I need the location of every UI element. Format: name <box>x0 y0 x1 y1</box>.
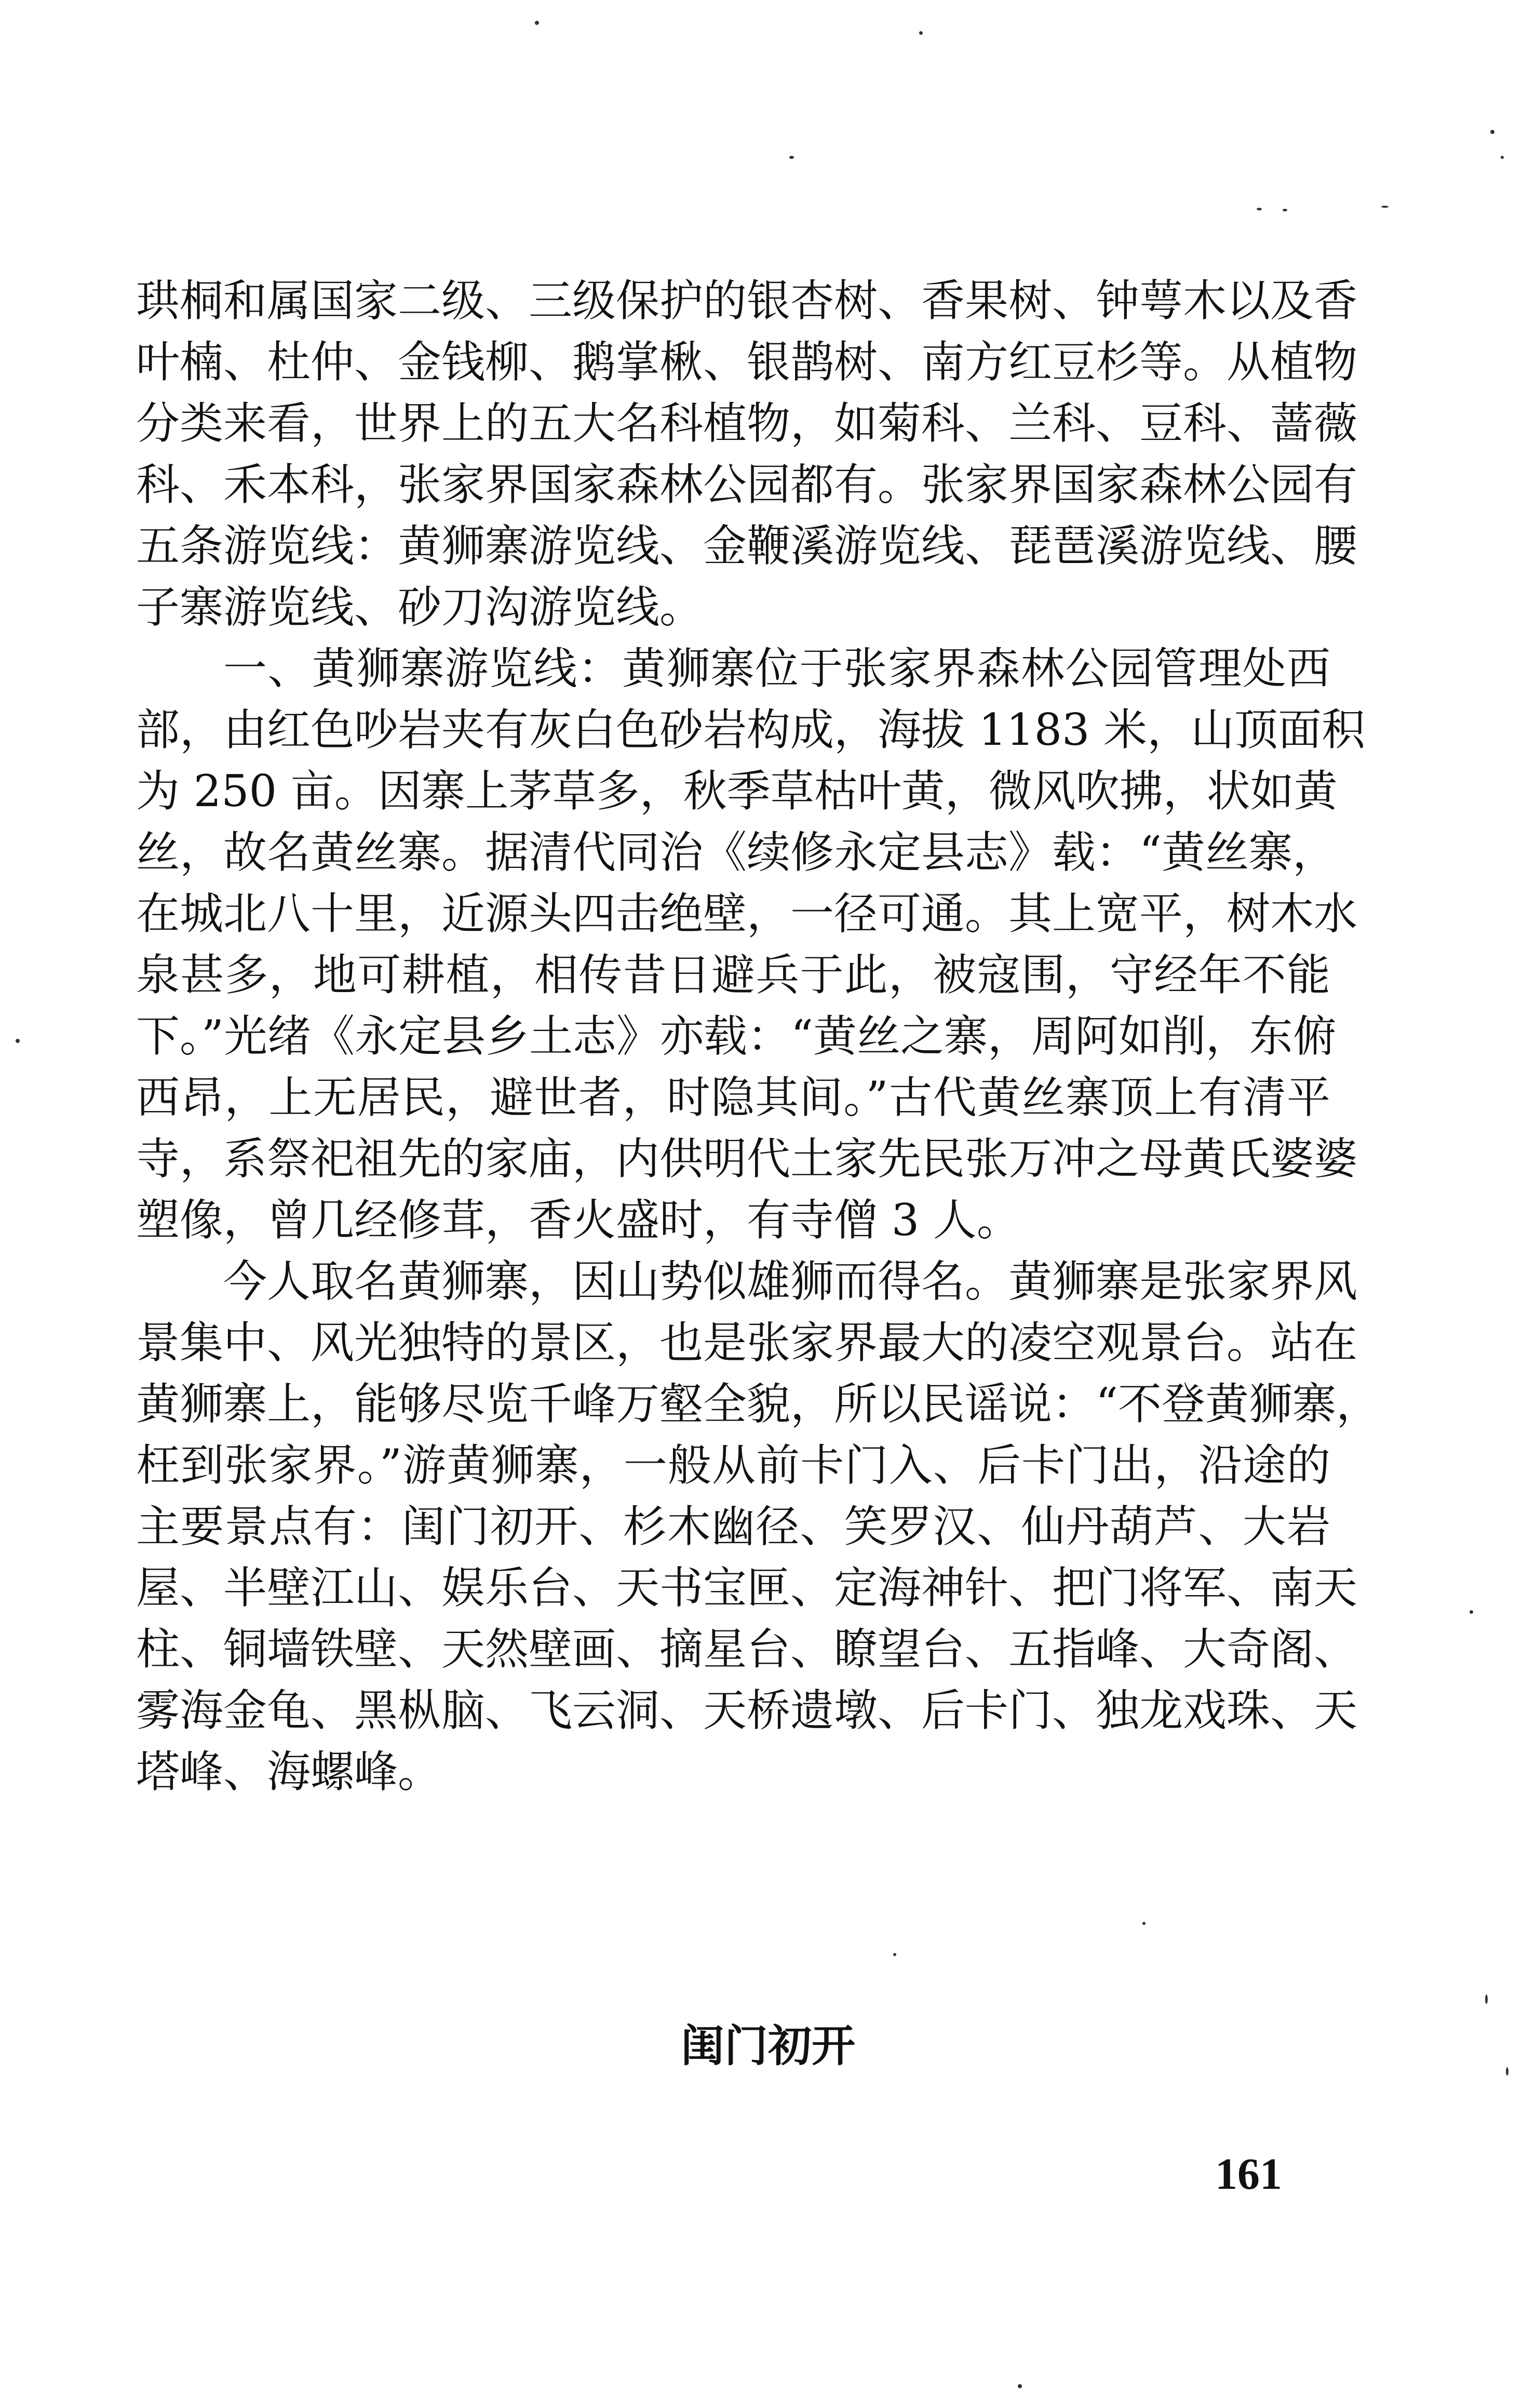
text-line: 为 250 亩。因寨上茅草多，秋季草枯叶黄，微风吹拂，状如黄 <box>136 766 1338 817</box>
text-line: 主要景点有：闺门初开、杉木幽径、笑罗汉、仙丹葫芦、大岩 <box>136 1501 1330 1552</box>
scan-speck <box>893 1953 896 1956</box>
text-line: 分类来看，世界上的五大名科植物，如菊科、兰科、豆科、蔷薇 <box>136 398 1358 449</box>
paragraph-start-line: 今人取名黄狮寨，因山势似雄狮而得名。黄狮寨是张家界风 <box>223 1256 1358 1307</box>
scan-speck <box>1470 1610 1473 1614</box>
text-line: 五条游览线：黄狮寨游览线、金鞭溪游览线、琵琶溪游览线、腰 <box>136 520 1358 571</box>
text-line: 屋、半壁江山、娱乐台、天书宝匣、定海神针、把门将军、南天 <box>136 1562 1358 1613</box>
paragraph-start-line: 一、黄狮寨游览线：黄狮寨位于张家界森林公园管理处西 <box>223 643 1330 694</box>
text-line: 黄狮寨上，能够尽览千峰万壑全貌，所以民谣说：“不登黄狮寨， <box>136 1379 1380 1429</box>
scan-speck <box>16 1039 20 1043</box>
scan-speck <box>1506 2067 1508 2076</box>
text-line: 泉甚多，地可耕植，相传昔日避兵于此，被寇围，守经年不能 <box>136 949 1330 1000</box>
body-text <box>136 270 1380 1802</box>
scan-speck <box>1490 130 1494 134</box>
text-line: 寺，系祭祀祖先的家庙，内供明代土家先民张万冲之母黄氏婆婆 <box>136 1133 1358 1184</box>
text-line: 雾海金龟、黑枞脑、飞云洞、天桥遗墩、后卡门、独龙戏珠、天 <box>136 1685 1358 1736</box>
text-line: 科、禾本科，张家界国家森林公园都有。张家界国家森林公园有 <box>136 459 1358 510</box>
text-line: 枉到张家界。”游黄狮寨，一般从前卡门入、后卡门出，沿途的 <box>136 1440 1330 1491</box>
text-line: 塔峰、海螺峰。 <box>136 1746 442 1797</box>
scan-speck <box>1018 2384 1022 2388</box>
scan-speck <box>919 31 923 35</box>
text-line: 叶楠、杜仲、金钱柳、鹅掌楸、银鹊树、南方红豆杉等。从植物 <box>136 337 1358 387</box>
scan-speck <box>1381 206 1389 208</box>
scan-speck <box>1257 208 1262 210</box>
text-line: 丝，故名黄丝寨。据清代同治《续修永定县志》载：“黄丝寨， <box>136 827 1336 878</box>
scan-speck <box>1142 1922 1146 1925</box>
scan-speck <box>1501 156 1504 159</box>
text-line: 柱、铜墙铁壁、天然壁画、摘星台、瞭望台、五指峰、大奇阁、 <box>136 1624 1358 1675</box>
text-line: 下。”光绪《永定县乡土志》亦载：“黄丝之寨，周阿如削，东俯 <box>136 1011 1337 1062</box>
scan-speck <box>1283 209 1287 211</box>
text-line: 在城北八十里，近源头四击绝壁，一径可通。其上宽平，树木水 <box>136 888 1358 939</box>
scan-speck <box>535 21 539 25</box>
section-heading: 闺门初开 <box>680 2021 855 2071</box>
page-number: 161 <box>1215 2149 1282 2199</box>
scan-speck <box>789 156 794 159</box>
text-line: 景集中、风光独特的景区，也是张家界最大的凌空观景台。站在 <box>136 1317 1358 1368</box>
text-line: 子寨游览线、砂刀沟游览线。 <box>136 582 704 633</box>
text-line: 珙桐和属国家二级、三级保护的银杏树、香果树、钟萼木以及香 <box>136 275 1358 326</box>
text-line: 部，由红色吵岩夹有灰白色砂岩构成，海拔 1183 米，山顶面积 <box>136 704 1366 755</box>
scan-speck <box>1485 1995 1488 2004</box>
text-line: 塑像，曾几经修茸，香火盛时，有寺僧 3 人。 <box>136 1195 1020 1246</box>
text-line: 西昂，上无居民，避世者，时隐其间。”古代黄丝寨顶上有清平 <box>136 1072 1330 1123</box>
